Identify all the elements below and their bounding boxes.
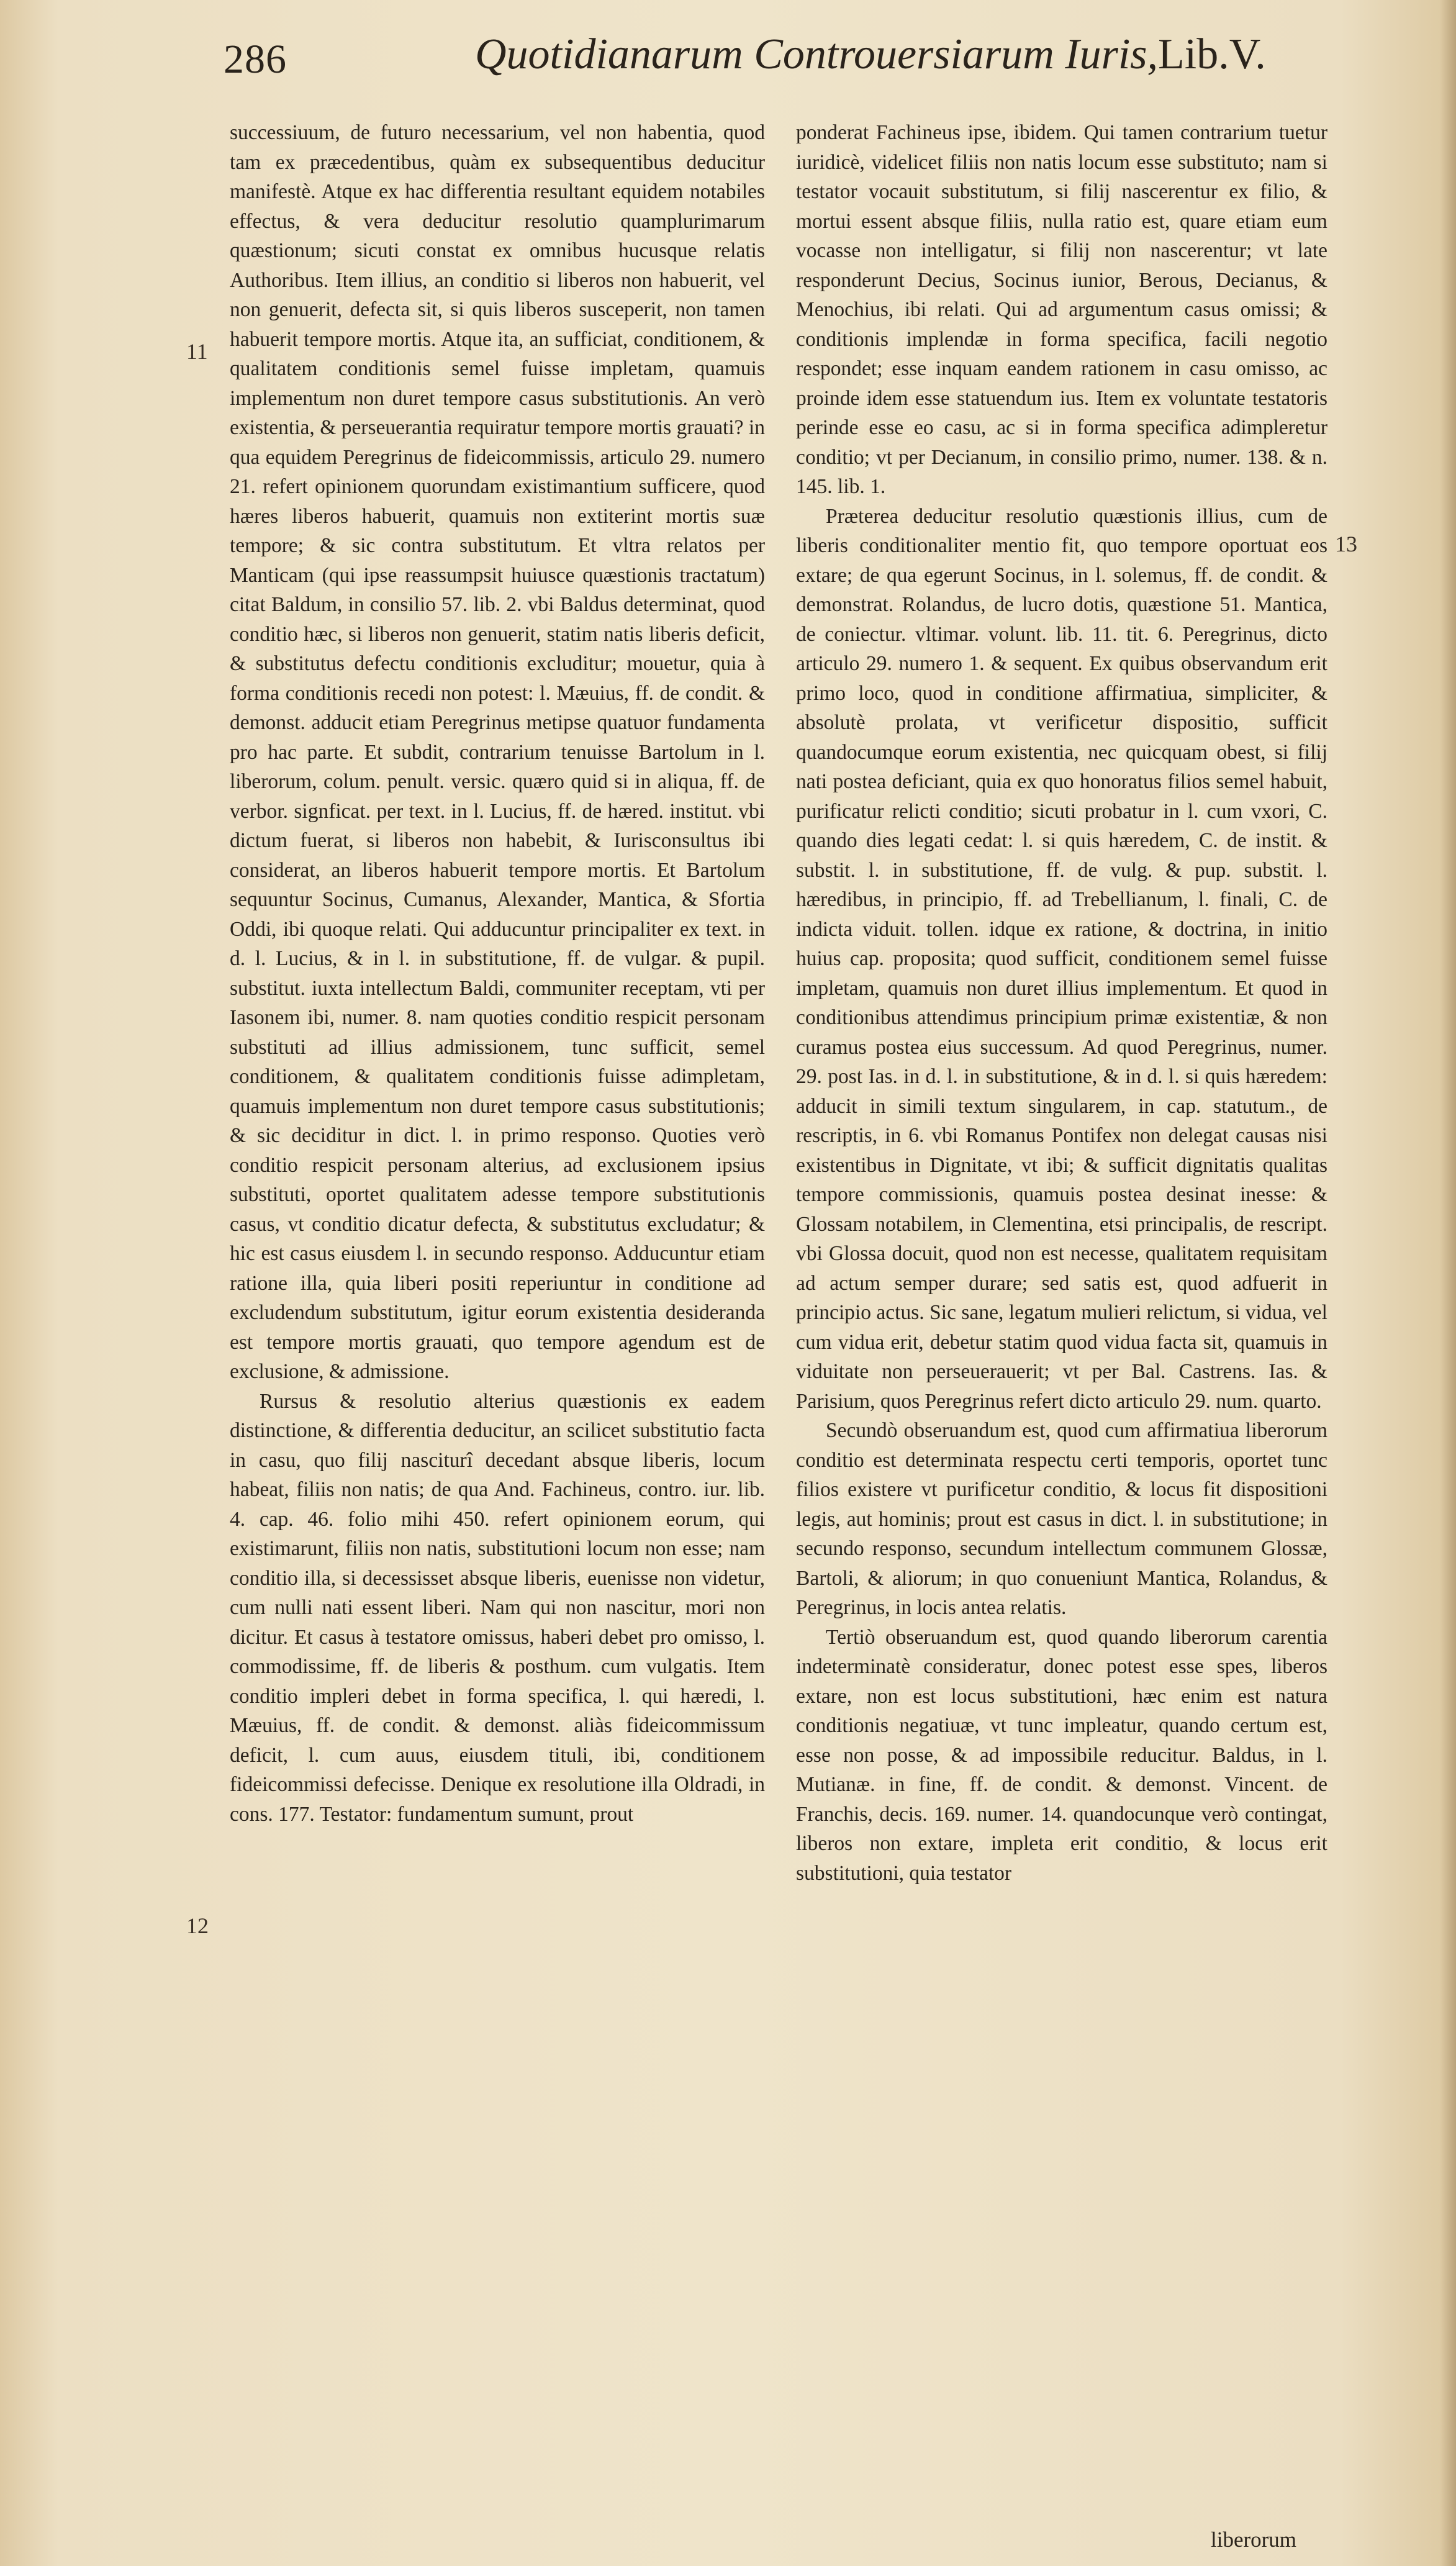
left-paragraph: Rursus & resolutio alterius quæstionis ex eadem distinctione, & differentia deducitur, an scilicet substitutio facta in casu, quo filij nasciturî decedant absque liberis, locum habeat, filiis non natis; de qua And. Fachineus, contro. iur. lib. 4. cap. 46. folio mihi 450. refert opinionem eorum, qui existimarunt, filiis non natis, substitutioni locum non esse; nam conditio illa, si decessisset absque liberis, euenisse non videtur, cum nulli nati essent liberi. Nam qui non nascitur, mori non dicitur. Et casus à testatore omissus, haberi debet pro omisso, l. commodissime, ff. de liberis & posthum. cum vulgatis. Item conditio impleri debet in forma specifica, l. qui hæredi, l. Mæuius, ff. de condit. & demonst. aliàs fideicommissum deficit, l. cum auus, eiusdem tituli, ibi, conditionem fideicommissi defecisse. Denique ex resolutione illa Oldradi, in cons. 177. Testator: fundamentum sumunt, prout	[230, 1389, 765, 1826]
margin-number-13: 13	[1335, 532, 1357, 556]
catchword: liberorum	[1211, 2527, 1297, 2552]
page-edge-shadow	[1440, 0, 1456, 2566]
page-number: 286	[224, 37, 287, 82]
right-paragraph: Præterea deducitur resolutio quæstionis illius, cum de liberis conditionaliter mentio fit, quo tempore oportuat eos extare; de qua egerunt Socinus, in l. solemus, ff. de condit. & demonstrat. Rolandus, de lucro dotis, quæstione 51. Mantica, de coniectur. vltimar. volunt. lib. 11. tit. 6. Peregrinus, dicto articulo 29. numero 1. & sequent. Ex quibus observandum erit primo loco, quod in conditione affirmatiua, simpliciter, & absolutè prolata, vt verificetur dispositio, sufficit quandocumque eorum existentia, nec quicquam obest, si filij nati postea deficiant, quia ex quo honoratus filios semel habuit, purificatur relicti conditio; sicuti probatur in l. cum vxori, C. quando dies legati cedat: l. si quis hæredem, C. de instit. & substit. l. in substitutione, ff. de vulg. & pup. substit. l. hæredibus, in principio, ff. ad Trebellianum, l. finali, C. de indicta viduit. tollen. idque ex ratione, & doctrina, in initio huius cap. proposita; quod sufficit, conditionem semel fuisse impletam, quamuis non duret illius implementum. Et quod in conditionibus attendimus principium primæ existentiæ, & non curamus postea eius successum. Ad quod Peregrinus, numer. 29. post Ias. in d. l. in substitutione, & in d. l. si quis hæredem: adducit in simili textum singularem, in cap. statutum., de rescriptis, in 6. vbi Romanus Pontifex non delegat causas nisi existentibus in Dignitate, vt ibi; & sufficit dignitatis qualitas tempore commissionis, quamuis postea desinat inesse: & Glossam notabilem, in Clementina, etsi principalis, de rescript. vbi Glossa docuit, quod non est necesse, qualitatem requisitam ad actum semper durare; sed satis est, quod adfuerit in principio actus. Sic sane, legatum mulieri relictum, si vidua, vel cum vidua erit, debetur statim quod vidua facta sit, quamuis in viduitate non perseuerauerit; vt per Bal. Castrens. Ias. & Parisium, quos Peregrinus refert dicto articulo 29. num. quarto.	[796, 504, 1327, 1413]
margin-number-12: 12	[186, 1913, 209, 1938]
left-paragraph: successiuum, de futuro necessarium, vel non habentia, quod tam ex præcedentibus, quàm ex subsequentibus deducitur manifestè. Atque ex hac differentia resultant equidem notabiles effectus, & vera deducitur resolutio quamplurimarum quæstionum; sicuti constat ex omnibus hucusque relatis Authoribus. Item illius, an conditio si liberos non habuerit, vel non genuerit, defecta sit, si quis liberos susceperit, non tamen habuerit tempore mortis. Atque ita, an sufficiat, conditionem, & qualitatem conditionis semel fuisse impletam, quamuis implementum non duret tempore casus substitutionis. An verò existentia, & perseuerantia requiratur tempore mortis grauati? in qua equidem Peregrinus de fideicommissis, articulo 29. numero 21. refert opinionem quorundam existimantium sufficere, quod hæres liberos habuerit, quamuis non extiterint mortis suæ tempore; & sic contra substitutum. Et vltra relatos per Manticam (qui ipse reassumpsit huiusce quæstionis tractatum) citat Baldum, in consilio 57. lib. 2. vbi Baldus determinat, quod conditio hæc, si liberos non genuerit, statim natis liberis deficit, & substitutus defectu conditionis excluditur; mouetur, quia à forma conditionis recedi non potest: l. Mæuius, ff. de condit. & demonst. adducit etiam Peregrinus metipse quatuor fundamenta pro hac parte. Et subdit, contrarium tenuisse Bartolum in l. liberorum, colum. penult. versic. quæro quid si in aliqua, ff. de verbor. signficat. per text. in l. Lucius, ff. de hæred. institut. vbi dictum fuerat, si liberos non habebit, & Iurisconsultus ibi considerat, an liberos habuerit tempore mortis. Et Bartolum sequuntur Socinus, Cumanus, Alexander, Mantica, & Sfortia Oddi, ibi quoque relati. Qui adducuntur principaliter ex text. in d. l. Lucius, & in l. in substitutione, ff. de vulgar. & pupil. substitut. iuxta intellectum Baldi, communiter receptam, vti per Iasonem ibi, numer. 8. nam quoties conditio respicit personam substituti ad illius admissionem, tunc sufficit, semel conditionem, & qualitatem conditionis fuisse adimpletam, quamuis implementum non duret tempore casus substitutionis; & sic deciditur in dict. l. in primo responso. Quoties verò conditio respicit personam alterius, ad exclusionem ipsius substituti, oportet qualitatem adesse tempore substitutionis casus, vt conditio dicatur defecta, & substitutus excludatur; & hic est casus eiusdem l. in secundo responso. Adducuntur etiam ratione illa, quia liberi positi reperiuntur in conditione ad excludendum substitutum, igitur eorum existentia desideranda est tempore mortis grauati, quo tempore agendum est de exclusione, & admissione.	[230, 121, 765, 1383]
right-paragraph: Tertiò obseruandum est, quod quando liberorum carentia indeterminatè consideratur, donec potest esse spes, liberos extare, non est locus substitutioni, hæc enim est natura conditionis negatiuæ, vt tunc impleatur, quando certum est, esse non posse, & ad impossibile reducitur. Baldus, in l. Mutianæ. in fine, ff. de condit. & demonst. Vincent. de Franchis, decis. 169. numer. 14. quandocunque verò contingat, liberos non extare, impleta erit conditio, & locus erit substitutioni, quia testator	[796, 1625, 1327, 1885]
right-text-column	[796, 118, 1327, 1888]
margin-number-11: 11	[186, 339, 208, 364]
left-text-column	[230, 118, 765, 1829]
running-title	[475, 30, 1266, 79]
running-title-book: Lib.V.	[1158, 30, 1266, 78]
right-paragraph: Secundò obseruandum est, quod cum affirmatiua liberorum conditio est determinata respectu certi temporis, oportet tunc filios existere vt purificetur conditio, & locus fit dispositioni legis, aut hominis; prout est casus in dict. l. in substitutione; in secundo responso, secundum intellectum communem Glossæ, Bartoli, & aliorum; in quo conueniunt Mantica, Rolandus, & Peregrinus, in locis antea relatis.	[796, 1419, 1327, 1619]
right-paragraph: ponderat Fachineus ipse, ibidem. Qui tamen contrarium tuetur iuridicè, videlicet filiis non natis locum esse substituto; nam si testator vocauit substitutum, si filij nascerentur ex filio, & mortui essent absque filiis, nulla ratio est, quare etiam eum vocasse non intelligatur, si filij non nascerentur; vt late responderunt Decius, Socinus iunior, Berous, Decianus, & Menochius, ibi relati. Qui ad argumentum casus omissi; & conditionis implendæ in forma specifica, facili negotio respondet; esse inquam eandem rationem in casu omisso, ac proinde idem esse statuendum ius. Item ex voluntate testatoris perinde esse eo casu, ac si in forma specifica adimpleretur conditio; vt per Decianum, in consilio primo, numer. 138. & n. 145. lib. 1.	[796, 121, 1327, 498]
running-header	[224, 30, 1266, 98]
running-title-text: Quotidianarum Controuersiarum Iuris,	[475, 30, 1159, 78]
